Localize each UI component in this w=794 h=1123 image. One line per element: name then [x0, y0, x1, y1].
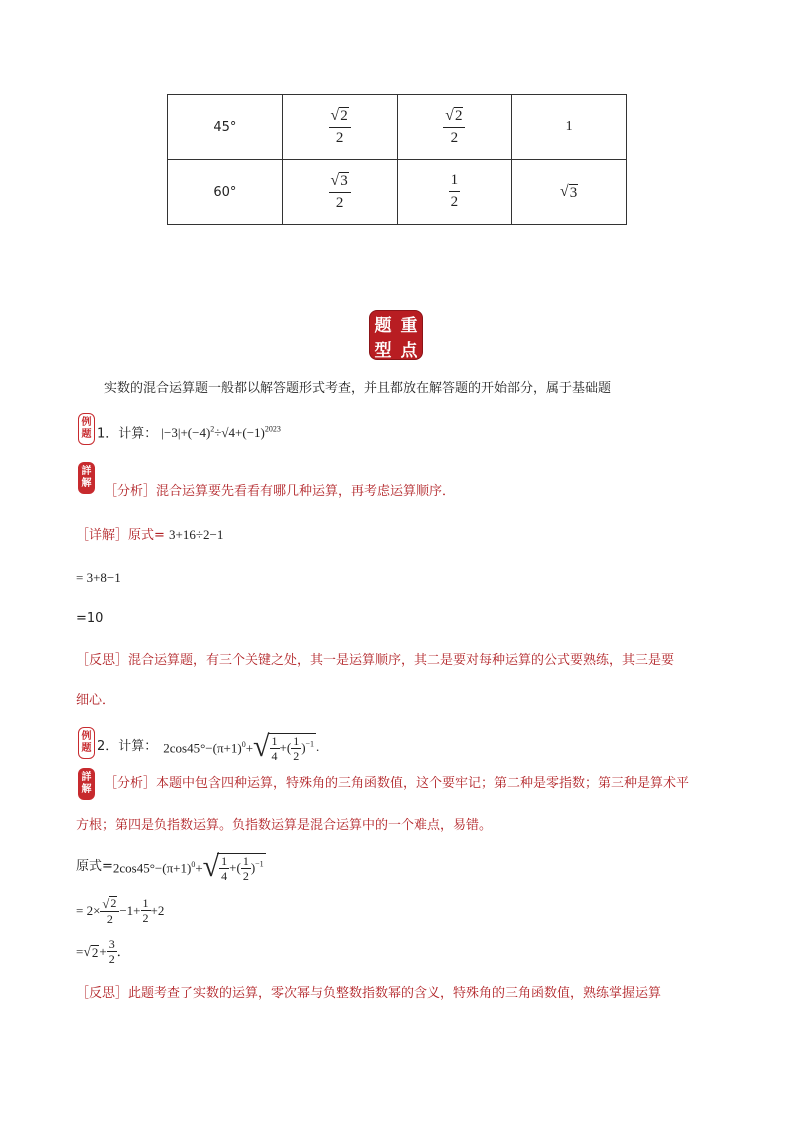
q1-reflect-line2: 细心． [76, 693, 116, 708]
q1-step2: = 3+8−1 [76, 570, 121, 585]
angle-cell: 60° [168, 160, 283, 225]
detail-seal-icon: 詳 解 [78, 462, 95, 494]
key-question-type-badge [370, 311, 422, 359]
angle-cell: 45° [168, 95, 283, 160]
cos-cell: $\frac{1}{2}$ [397, 160, 512, 225]
tan-cell: √ 3 [512, 160, 627, 225]
example-seal-icon: 例 题 [78, 727, 95, 759]
q1-reflect-line1: ［反思］混合运算题，有三个关键之处，其一是运算顺序，其二是要对每种运算的公式要熟练，其三是要 [76, 653, 675, 668]
question-1-expression: $|-3|+(-4)^2\div√4+(-1)^{2023}$ [161, 425, 281, 441]
q2-solution-line2: = 2× √ 2 2 −1+ $\frac{1}{2}$ +2 [76, 896, 165, 927]
question-2-expression: $2\cos 45^\circ-(\pi+1)^0+$ [163, 740, 254, 756]
tan-cell: 1 [512, 95, 627, 160]
example-seal-icon: 例 题 [78, 413, 95, 445]
sin-cell: √ 2 2 [282, 95, 397, 160]
badge-char: 题 [374, 316, 392, 336]
trig-values-table [167, 94, 627, 225]
q1-step3: =10 [76, 611, 104, 626]
detail-seal-icon: 詳 解 [78, 768, 95, 800]
question-label: 2．计算： [97, 739, 158, 754]
q1-analysis: ［分析］混合运算要先看看有哪几种运算，再考虑运算顺序． [104, 484, 456, 499]
table-row [168, 95, 627, 160]
badge-char: 重 [400, 316, 418, 336]
badge-char: 点 [400, 341, 418, 361]
q2-solution-line3: = √ 2 + $\frac{3}{2}$ ． [76, 937, 130, 966]
question-label: 1．计算： [97, 426, 158, 442]
intro-text: 实数的混合运算题一般都以解答题形式考查，并且都放在解答题的开始部分，属于基础题 [104, 381, 612, 396]
sin-cell: √ 3 2 [282, 160, 397, 225]
table-row [168, 160, 627, 225]
question-1 [97, 421, 281, 443]
q2-solution-line1: 原式= $2\cos 45^\circ-(\pi+1)^0+$ √ $\frac{1}{4}$ +( $\frac{1}{2}$ )$^{-1}$ [76, 850, 264, 883]
q2-reflect: ［反思］此题考查了实数的运算，零次幂与负整数指数幂的含义，特殊角的三角函数值，熟练掌握运算 [76, 986, 662, 1001]
q2-analysis-line1: ［分析］本题中包含四种运算，特殊角的三角函数值，这个要牢记；第二种是零指数；第三种是算术平 [104, 776, 690, 791]
q2-analysis-line2: 方根；第四是负指数运算。负指数运算是混合运算中的一个难点，易错。 [76, 818, 493, 833]
question-2: 2．计算： $2\cos 45^\circ-(\pi+1)^0+$ √ $\frac{1}{4}$ +( $\frac{1}{2}$ )$^{-1}$ . [97, 730, 320, 763]
badge-char: 型 [374, 341, 392, 361]
cos-cell: √ 2 2 [397, 95, 512, 160]
q1-detail: ［详解］原式= 3+16÷2−1 [76, 527, 224, 543]
